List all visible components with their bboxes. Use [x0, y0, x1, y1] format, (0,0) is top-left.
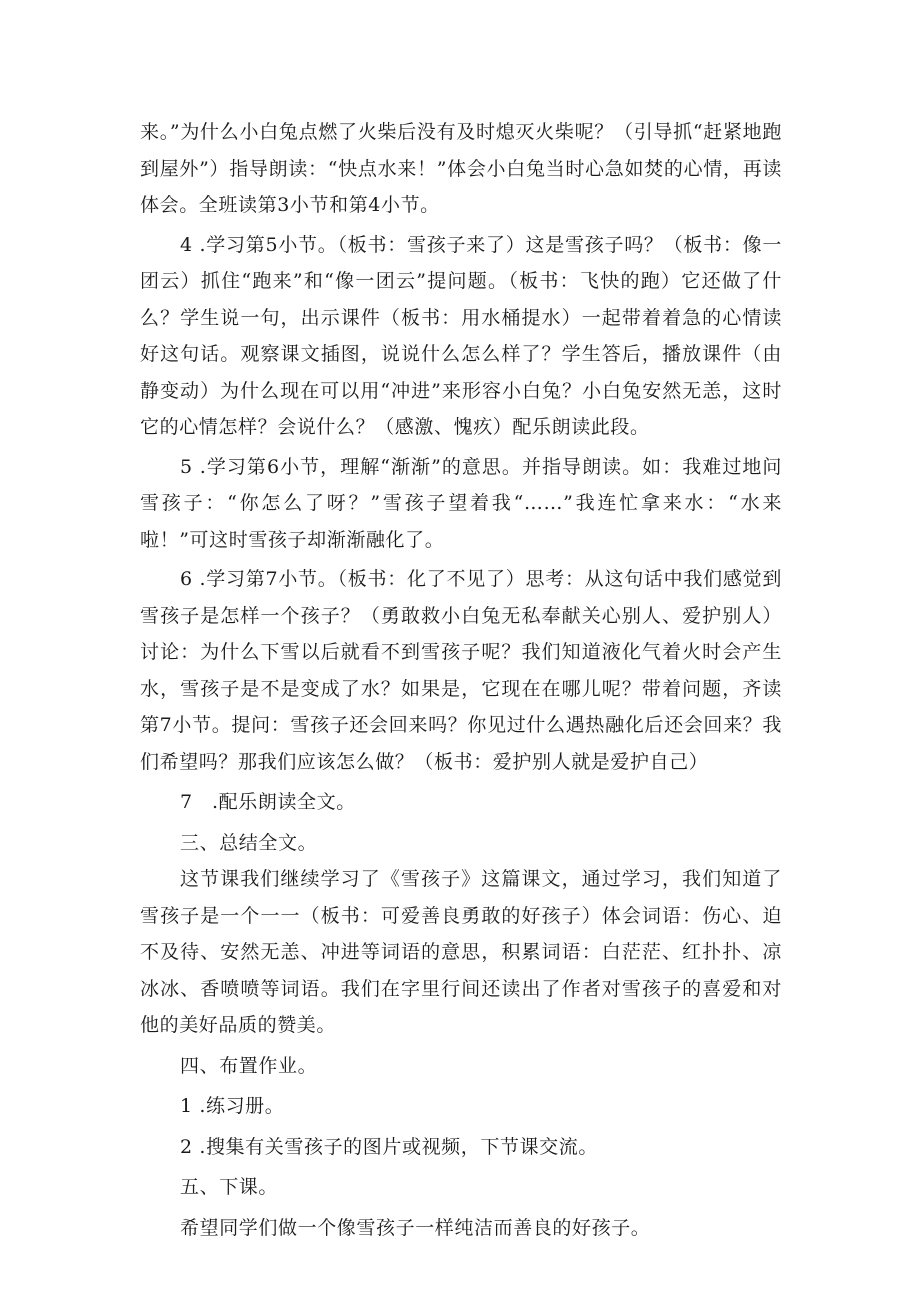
homework-item-1: 1 .练习册。: [180, 1095, 285, 1117]
item-7-number: 7: [180, 791, 193, 813]
section-5-body: 希望同学们做一个像雪孩子一样纯洁而善良的好孩子。: [180, 1216, 651, 1239]
paragraph-item-6: 6 .学习第7小节。（板书：化了不见了）思考：从这句话中我们感觉到雪孩子是怎样一个孩子？（勇敢救小白兔无私奉献关心别人、爱护别人）讨论：为什么下雪以后就看不到雪孩子呢？我们知道液化气着火时会产生水，雪孩子是不是变成了水？如果是，它现在在哪儿呢？带着问题，齐读第7小节。提问：雪孩子还会回来吗？你见过什么遇热融化后还会回来？我们希望吗？那我们应该怎么做？（板书：爱护别人就是爱护自己）: [140, 568, 782, 773]
section-4-heading: 四、布置作业。: [180, 1054, 318, 1077]
section-3-body: 这节课我们继续学习了《雪孩子》这篇课文，通过学习，我们知道了雪孩子是一个一一（板书：可爱善良勇敢的好孩子）体会词语：伤心、迫不及待、安然无恙、冲进等词语的意思，积累词语：白茫茫、红扑扑、凉冰冰、香喷喷等词语。我们在字里行间还读出了作者对雪孩子的喜爱和对他的美好品质的赞美。: [140, 868, 782, 1036]
paragraph-item-5: 5 .学习第6小节，理解“渐渐”的意思。并指导朗读。如：我难过地问雪孩子：“你怎么了呀？”雪孩子望着我“……”我连忙拿来水：“水来啦！”可这时雪孩子却渐渐融化了。: [140, 455, 782, 551]
paragraph-item-4: 4 .学习第5小节。（板书：雪孩子来了）这是雪孩子吗？（板书：像一团云）抓住“跑来”和“像一团云”提问题。（板书：飞快的跑）它还做了什么？学生说一句，出示课件（板书：用水桶提水）一起带着着急的心情读好这句话。观察课文插图，说说什么怎么样了？学生答后，播放课件（由静变动）为什么现在可以用“冲进”来形容小白兔？小白兔安然无恙，这时它的心情怎样？会说什么？（感激、愧疚）配乐朗读此段。: [140, 233, 782, 438]
section-3-heading: 三、总结全文。: [180, 831, 318, 854]
paragraph-item-7: [140, 784, 782, 821]
homework-item-2: 2 .搜集有关雪孩子的图片或视频，下节课交流。: [180, 1135, 598, 1158]
item-7-text: .配乐朗读全文。: [212, 791, 356, 813]
section-5-heading: 五、下课。: [180, 1176, 279, 1198]
paragraph-continuation: 来。”为什么小白兔点燃了火柴后没有及时熄灭火柴呢？（引导抓“赶紧地跑到屋外”）指导朗读：“快点水来！”体会小白兔当时心急如焚的心情，再读体会。全班读第3小节和第4小节。: [140, 121, 782, 216]
document-page: [140, 114, 782, 1246]
